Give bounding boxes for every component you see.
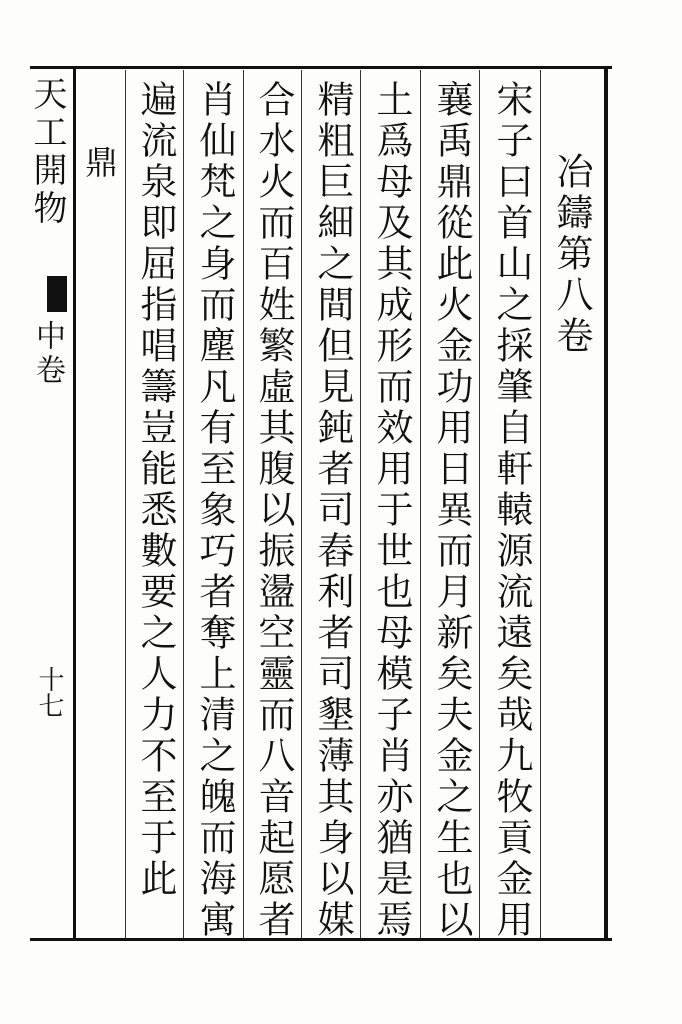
column-separator — [420, 70, 421, 938]
section-heading: 鼎 — [80, 145, 119, 182]
book-title: 天工開物 — [27, 76, 67, 228]
top-border — [30, 66, 612, 69]
column-separator — [360, 70, 361, 938]
volume-label: 中卷 — [30, 320, 65, 388]
text-column-4: 精粗巨細之間但見鈍者司舂利者司墾薄其身以媒 — [311, 80, 354, 941]
chapter-title: 冶鑄第八卷 — [550, 152, 593, 357]
margin-divider — [73, 66, 76, 941]
text-column-2: 襄禹鼎從此火金功用日異而月新矣夫金之生也以 — [430, 80, 473, 941]
column-separator — [183, 70, 184, 938]
page-number: 十七 — [34, 666, 64, 718]
text-column-1: 宋子曰首山之採肇自軒轅源流遠矣哉九牧貢金用 — [490, 80, 533, 941]
right-border — [604, 66, 608, 941]
text-column-6: 肖仙梵之身而塵凡有至象巧者奪上清之魄而海寓 — [193, 80, 236, 941]
text-column-3: 土爲母及其成形而效用于世也母模子肖亦猶是焉 — [370, 80, 413, 941]
column-separator — [243, 70, 244, 938]
column-separator — [540, 70, 541, 938]
column-separator — [301, 70, 302, 938]
fishtail-mark — [47, 276, 67, 312]
column-separator — [125, 70, 126, 938]
text-column-7: 遍流泉即屈指唱籌豈能悉數要之人力不至于此 — [134, 80, 177, 900]
text-column-5: 合水火而百姓繁虛其腹以振盪空靈而八音起愿者 — [252, 80, 295, 941]
column-separator — [479, 70, 480, 938]
